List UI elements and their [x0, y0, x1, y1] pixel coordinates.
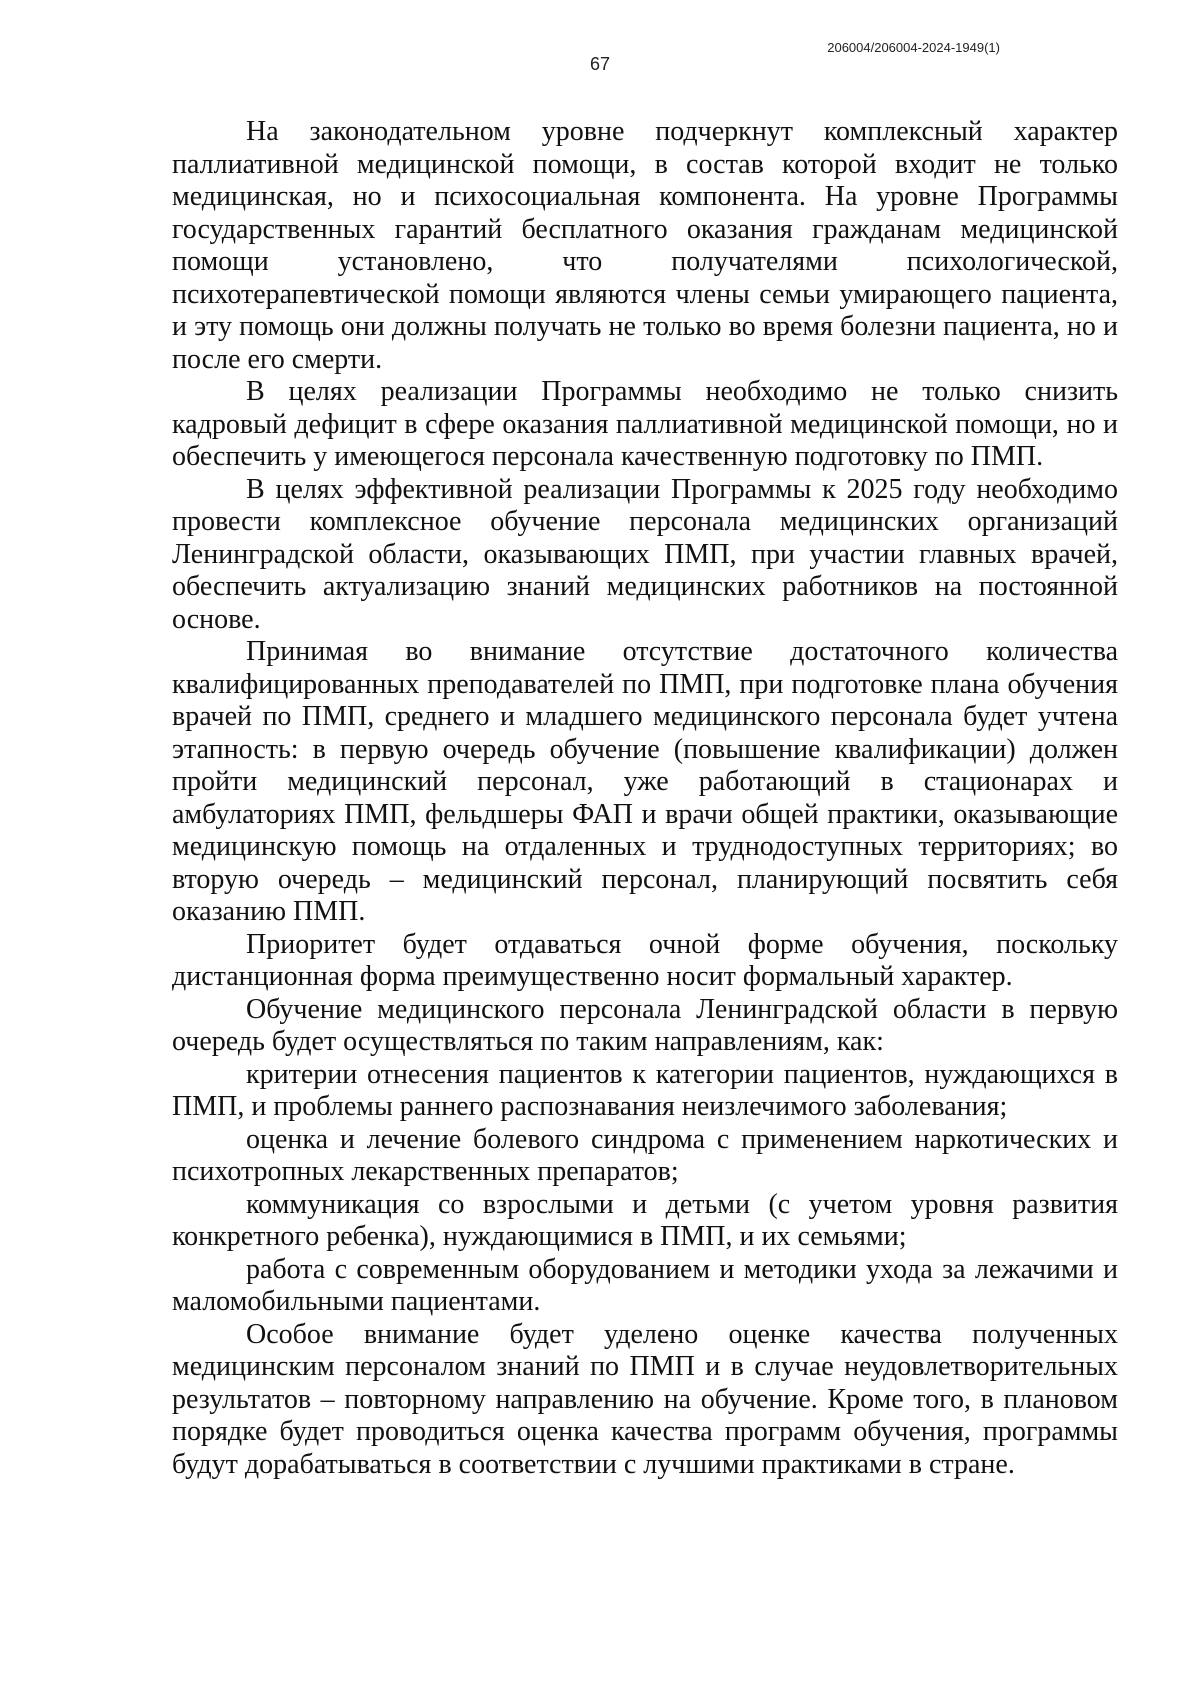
paragraph-quality-assessment: Особое внимание будет уделено оценке качества полученных медицинским персоналом знаний по ПМП и в случае неудовлетворительных результатов – повторному направлению на обучение. Кроме того, в плановом порядке будет проводиться оценка качества программ обучения, программы будут дорабатываться в соответствии с лучшими практиками в стране. [172, 1318, 1118, 1480]
list-item-pain-syndrome: оценка и лечение болевого синдрома с применением наркотических и психотропных лекарственных препаратов; [172, 1123, 1118, 1187]
paragraph-training-2025: В целях эффективной реализации Программы к 2025 году необходимо провести комплексное обучение персонала медицинских организаций Ленинградской области, оказывающих ПМП, при участии главных врачей, обеспечить актуализацию знаний медицинских работников на постоянной основе. [172, 473, 1118, 635]
paragraph-training-directions: Обучение медицинского персонала Ленинградской области в первую очередь будет осуществляться по таким направлениям, как: [172, 993, 1118, 1057]
page-number: 67 [589, 54, 611, 74]
paragraph-training-stages: Принимая во внимание отсутствие достаточного количества квалифицированных преподавателей по ПМП, при подготовке плана обучения врачей по ПМП, среднего и младшего медицинского персонала будет учтена этапность: в первую очередь обучение (повышение квалификации) должен пройти медицинский персонал, уже работающий в стационарах и амбулаториях ПМП, фельдшеры ФАП и врачи общей практики, оказывающие медицинскую помощь на отдаленных и труднодоступных территориях; во вторую очередь – медицинский персонал, планирующий посвятить себя оказанию ПМП. [172, 636, 1118, 927]
paragraph-in-person-priority: Приоритет будет отдаваться очной форме обучения, поскольку дистанционная форма преимущественно носит формальный характер. [172, 928, 1118, 992]
document-id: 206004/206004-2024-1949(1) [827, 40, 1000, 55]
paragraph-staff-deficit: В целях реализации Программы необходимо не только снизить кадровый дефицит в сфере оказания паллиативной медицинской помощи, но и обеспечить у имеющегося персонала качественную подготовку по ПМП. [172, 376, 1118, 472]
list-item-communication: коммуникация со взрослыми и детьми (с учетом уровня развития конкретного ребенка), нуждающимися в ПМП, и их семьями; [172, 1188, 1118, 1252]
list-item-criteria: критерии отнесения пациентов к категории пациентов, нуждающихся в ПМП, и проблемы раннего распознавания неизлечимого заболевания; [172, 1058, 1118, 1122]
list-item-equipment-care: работа с современным оборудованием и методики ухода за лежачими и маломобильными пациентами. [172, 1253, 1118, 1317]
paragraph-legislative-level: На законодательном уровне подчеркнут комплексный характер паллиативной медицинской помощи, в состав которой входит не только медицинская, но и психосоциальная компонента. На уровне Программы государственных гарантий бесплатного оказания гражданам медицинской помощи установлено, что получателями психологической, психотерапевтической помощи являются члены семьи умирающего пациента, и эту помощь они должны получать не только во время болезни пациента, но и после его смерти. [172, 116, 1118, 375]
document-body [172, 116, 1118, 1481]
